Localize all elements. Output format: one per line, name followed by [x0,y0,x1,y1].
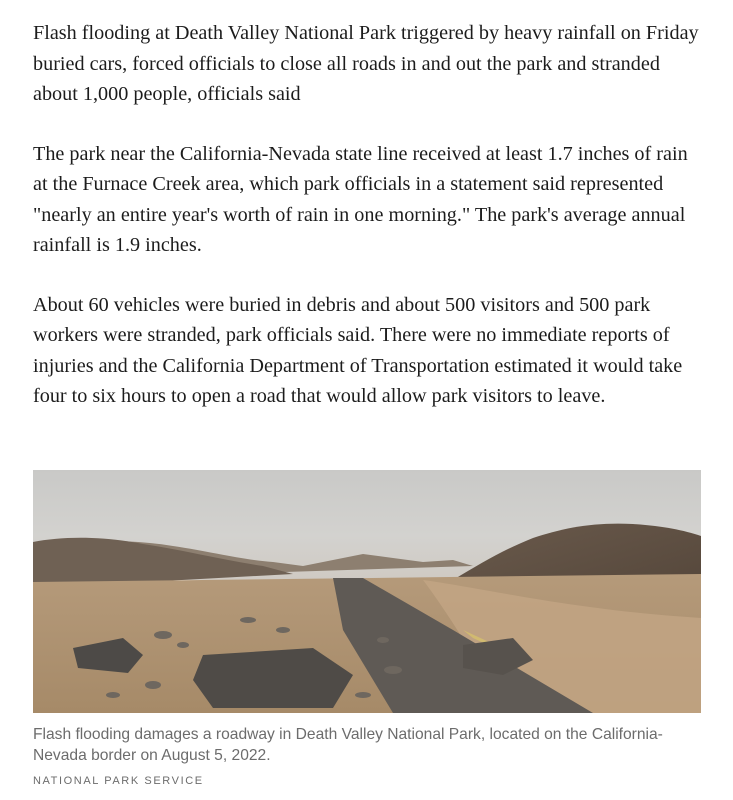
article-paragraph-2: The park near the California-Nevada state line received at least 1.7 inches of rain at the Furnace Creek area, which park officials in a statement said represented "nearly an entire year's worth of rain in one morning." The park's average annual rainfall is 1.9 inches. [33,142,688,256]
flood-damaged-road-photo [33,470,701,713]
article-paragraph-1: Flash flooding at Death Valley National Park triggered by heavy rainfall on Friday buried cars, forced officials to close all roads in and out the park and stranded about 1,000 people, officials said [33,22,699,105]
photo-credit: NATIONAL PARK SERVICE [33,775,204,787]
article-paragraph-3: About 60 vehicles were buried in debris and about 500 visitors and 500 park workers were stranded, park officials said. There were no immediate reports of injuries and the California Department of Transportation estimated it would take four to six hours to open a road that would allow park visitors to leave. [33,293,683,407]
article-body [33,18,705,441]
article-figure [33,470,701,787]
photo-caption: Flash flooding damages a roadway in Death Valley National Park, located on the California-Nevada border on August 5, 2022. [33,726,663,764]
